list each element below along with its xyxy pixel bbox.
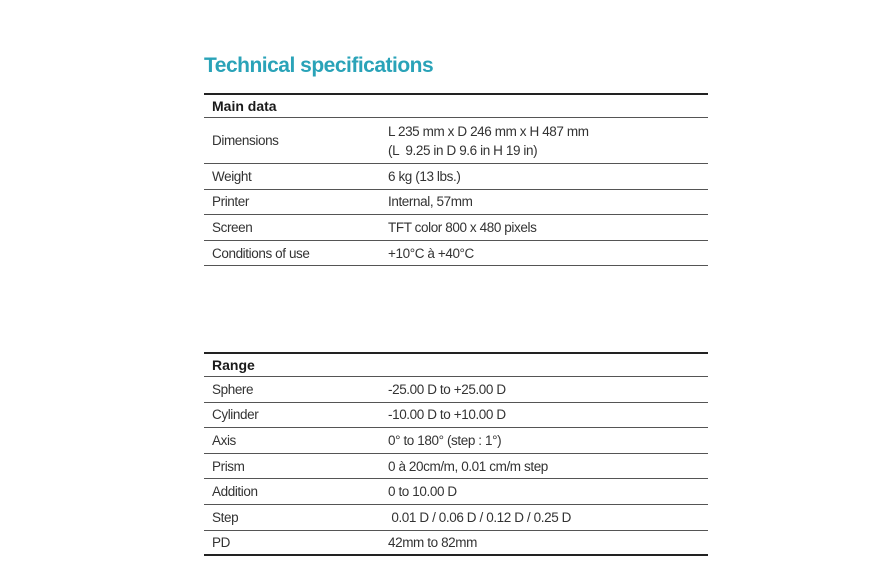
table-row-printer [204,190,708,216]
row-value: 0.01 D / 0.06 D / 0.12 D / 0.25 D [388,509,572,525]
table-row-prism [204,454,708,480]
dimensions-metric: L 235 mm x D 246 mm x H 487 mm [388,123,589,139]
row-label: Dimensions [212,133,279,148]
table-row-dimensions [204,118,708,164]
row-label: Sphere [212,381,254,397]
row-value: 0 to 10.00 D [388,484,457,500]
row-value: 6 kg (13 lbs.) [388,168,461,184]
row-label: Screen [212,219,253,235]
row-value: 0° to 180° (step : 1°) [388,432,502,448]
row-label: Axis [212,432,236,448]
row-label: Printer [212,194,249,210]
table-row-screen [204,215,708,241]
table-row-addition [204,479,708,505]
table-row-conditions [204,241,708,267]
row-label: Addition [212,484,258,500]
row-value: 0 à 20cm/m, 0.01 cm/m step [388,458,548,474]
range-table [204,352,708,556]
row-value: -25.00 D to +25.00 D [388,381,506,397]
row-value: +10°C à +40°C [388,245,474,261]
table-row-step [204,505,708,531]
range-heading: Range [204,352,708,377]
table-row-axis [204,428,708,454]
main-data-table [204,93,708,266]
row-value: -10.00 D to +10.00 D [388,407,506,423]
row-label: Step [212,509,239,525]
row-value: TFT color 800 x 480 pixels [388,219,537,235]
row-label: PD [212,534,230,550]
page-title: Technical specifications [204,54,434,77]
main-data-heading: Main data [204,93,708,118]
dimensions-imperial: (L 9.25 in D 9.6 in H 19 in) [388,142,538,158]
row-value: Internal, 57mm [388,194,473,210]
table-row-pd [204,531,708,557]
row-label: Weight [212,168,252,184]
row-label: Conditions of use [212,245,310,261]
table-row-weight [204,164,708,190]
row-label: Prism [212,458,245,474]
row-value [388,122,708,160]
table-row-cylinder [204,403,708,429]
row-label: Cylinder [212,407,259,423]
table-row-sphere [204,377,708,403]
row-value: 42mm to 82mm [388,534,477,550]
